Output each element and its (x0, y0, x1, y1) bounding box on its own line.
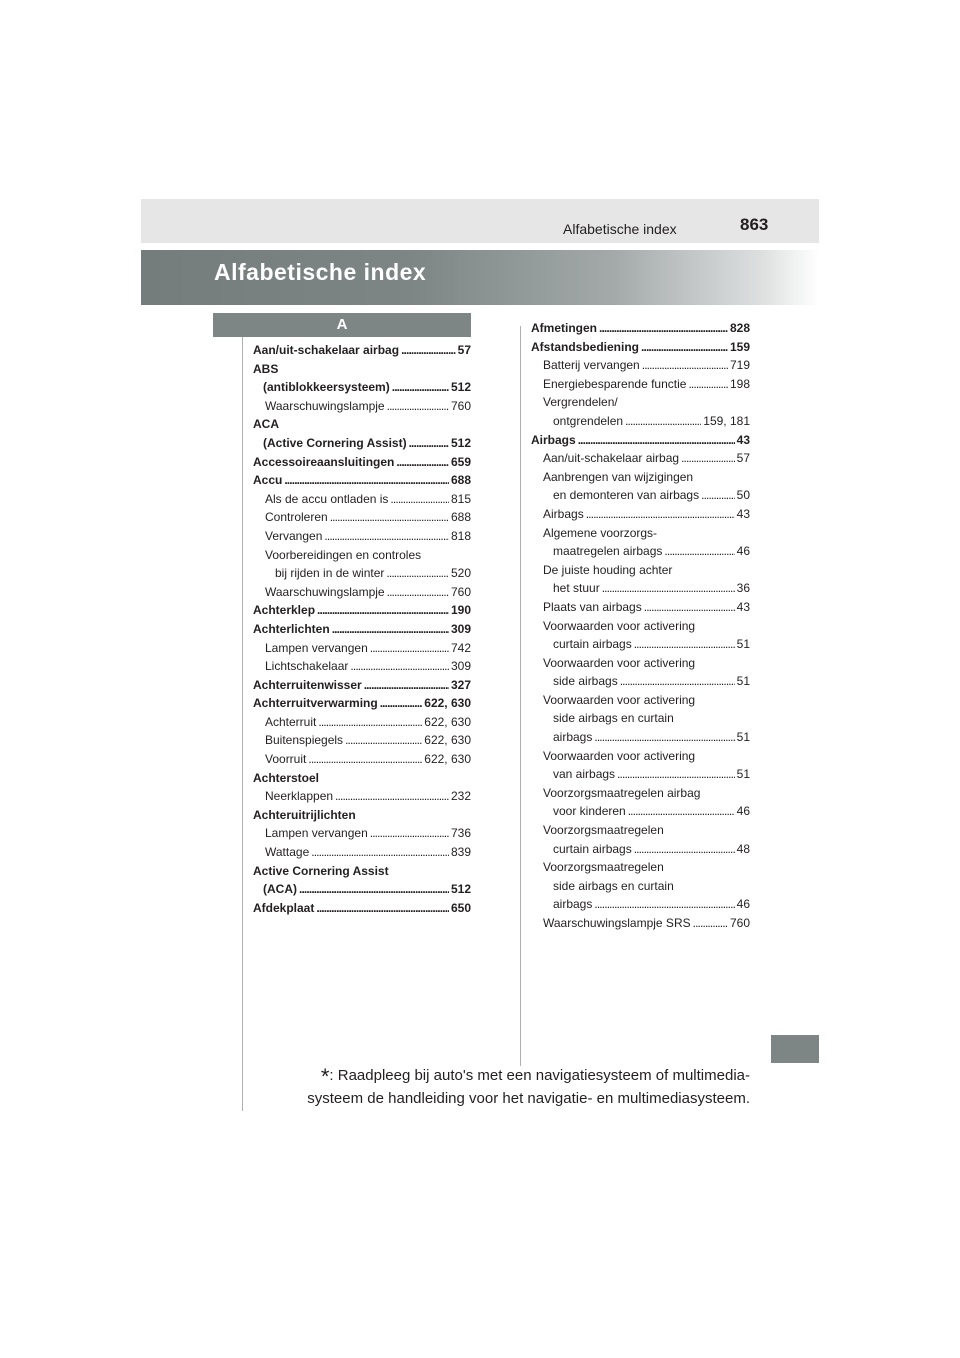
index-column-right (531, 319, 750, 933)
entry-term: voor kinderen (553, 804, 626, 819)
index-entry (253, 397, 471, 416)
dot-leader (586, 505, 735, 524)
entry-term: Accu (253, 473, 283, 488)
dot-leader (701, 486, 735, 505)
index-entry (253, 824, 471, 843)
entry-page-ref: 815 (450, 491, 471, 506)
index-entry: Active Cornering Assist (253, 863, 389, 878)
index-entry: Voorbereidingen en controles (265, 547, 422, 562)
index-entry (253, 657, 471, 676)
index-entry: ACA (253, 417, 279, 432)
entry-page-ref: 719 (729, 358, 750, 373)
dot-leader (634, 635, 735, 654)
entry-page-ref: 760 (729, 916, 750, 930)
index-entry: side airbags en curtain (553, 711, 674, 726)
entry-term: maatregelen airbags (553, 544, 663, 559)
entry-term: Achterruitenwisser (253, 677, 362, 692)
entry-page-ref: 520 (450, 566, 471, 581)
index-entry (253, 787, 471, 806)
index-entry: side airbags en curtain (553, 878, 674, 893)
dot-leader (386, 564, 449, 583)
index-entry (531, 728, 750, 747)
index-entry (531, 356, 750, 375)
dot-leader (681, 449, 735, 468)
index-entry (253, 639, 471, 658)
entry-page-ref: 309 (450, 659, 471, 674)
index-entry: Voorzorgsmaatregelen airbag (543, 785, 701, 800)
dot-leader (345, 731, 422, 750)
entry-page-ref: 839 (450, 845, 471, 860)
dot-leader (324, 527, 449, 546)
entry-page-ref: 327 (450, 677, 471, 692)
entry-page-ref: 46 (736, 544, 750, 559)
entry-page-ref: 650 (450, 900, 471, 915)
dot-leader (688, 375, 728, 394)
dot-leader (409, 434, 449, 453)
entry-term: Lampen vervangen (265, 640, 368, 655)
entry-page-ref: 159 (729, 339, 750, 354)
entry-term: Accessoireaansluitingen (253, 454, 395, 469)
entry-page-ref: 622, 630 (424, 714, 471, 729)
dot-leader (370, 639, 449, 658)
entry-page-ref: 736 (450, 826, 471, 841)
index-entry: Voorwaarden voor activering (543, 618, 696, 633)
dot-leader (578, 431, 735, 450)
entry-term: Energiebesparende functie (543, 376, 687, 391)
entry-term: Waarschuwingslampje (265, 584, 385, 599)
index-entry (253, 341, 471, 360)
index-entry (531, 486, 750, 505)
dot-leader (364, 676, 449, 695)
entry-page-ref: 760 (450, 584, 471, 599)
index-entry (531, 431, 750, 450)
index-entry (531, 914, 750, 933)
entry-page-ref: 46 (736, 804, 750, 819)
index-entry (253, 601, 471, 620)
index-column-left (253, 341, 471, 917)
entry-page-ref: 622, 630 (424, 696, 471, 711)
dot-leader (644, 598, 735, 617)
entry-page-ref: 512 (450, 882, 471, 897)
entry-page-ref: 51 (736, 674, 750, 689)
index-entry (531, 672, 750, 691)
index-entry (531, 635, 750, 654)
entry-term: Neerklappen (265, 789, 334, 804)
index-entry (253, 750, 471, 769)
entry-page-ref: 512 (450, 435, 471, 450)
index-entry (531, 579, 750, 598)
page-number: 863 (740, 215, 769, 234)
dot-leader (617, 765, 735, 784)
dot-leader (594, 895, 734, 914)
entry-term: side airbags (553, 674, 618, 689)
index-entry (253, 676, 471, 695)
dot-leader (332, 620, 449, 639)
entry-term: curtain airbags (553, 841, 632, 856)
index-entry (253, 490, 471, 509)
dot-leader (642, 356, 728, 375)
dot-leader (370, 824, 449, 843)
index-entry (531, 412, 750, 431)
dot-leader (401, 341, 456, 360)
index-entry (253, 564, 471, 583)
entry-term: en demonteren van airbags (553, 488, 700, 503)
index-entry (531, 765, 750, 784)
entry-page-ref: 57 (457, 343, 471, 357)
index-entry (253, 843, 471, 862)
index-entry (253, 694, 471, 713)
dot-leader (299, 880, 449, 899)
dot-leader (602, 579, 735, 598)
chapter-tab (771, 1035, 819, 1063)
index-entry (531, 542, 750, 561)
footnote-line-2: systeem de handleiding voor het navigatie- en multimediasysteem. (307, 1090, 750, 1107)
entry-page-ref: 190 (450, 603, 471, 618)
letter-heading: A (213, 313, 471, 337)
index-entry: Voorwaarden voor activering (543, 692, 696, 707)
header-strip (141, 199, 819, 243)
entry-page-ref: 48 (736, 841, 750, 856)
index-entry: Aanbrengen van wijzigingen (543, 469, 694, 484)
dot-leader (308, 750, 422, 769)
entry-term: ontgrendelen (553, 413, 624, 428)
index-entry (531, 598, 750, 617)
dot-leader (594, 728, 734, 747)
entry-page-ref: 57 (736, 451, 750, 466)
entry-page-ref: 43 (736, 599, 750, 614)
dot-leader (693, 914, 728, 933)
entry-term: Wattage (265, 845, 310, 860)
dot-leader (330, 508, 449, 527)
index-entry (253, 731, 471, 750)
entry-term: Vervangen (265, 528, 323, 543)
entry-term: Batterij vervangen (543, 358, 640, 373)
footnote (296, 1065, 750, 1110)
entry-page-ref: 51 (736, 730, 750, 745)
entry-term: Aan/uit-schakelaar airbag (543, 451, 680, 466)
entry-term: bij rijden in de winter (275, 566, 385, 581)
dot-leader (317, 601, 449, 620)
entry-term: Airbags (543, 506, 584, 521)
dot-leader (311, 843, 449, 862)
entry-page-ref: 760 (450, 398, 471, 413)
entry-page-ref: 818 (450, 528, 471, 543)
entry-page-ref: 828 (729, 321, 750, 335)
entry-page-ref: 43 (736, 506, 750, 521)
dot-leader (350, 657, 449, 676)
index-entry: Voorwaarden voor activering (543, 748, 696, 763)
index-entry (253, 378, 471, 397)
dot-leader (634, 840, 735, 859)
dot-leader (620, 672, 735, 691)
dot-leader (335, 787, 449, 806)
dot-leader (641, 338, 728, 357)
dot-leader (625, 412, 701, 431)
footnote-asterisk: * (320, 1064, 330, 1089)
index-entry (253, 434, 471, 453)
dot-leader (664, 542, 734, 561)
header-section-title: Alfabetische index (563, 221, 677, 237)
dot-leader (390, 490, 449, 509)
index-entry (531, 802, 750, 821)
index-entry (253, 583, 471, 602)
entry-term: Voorruit (265, 752, 307, 767)
index-entry: Algemene voorzorgs- (543, 525, 658, 540)
entry-term: Lichtschakelaar (265, 659, 349, 674)
entry-term: Achterruit (265, 714, 317, 729)
index-entry: Achterstoel (253, 770, 320, 785)
entry-term: Aan/uit-schakelaar airbag (253, 343, 400, 357)
entry-page-ref: 36 (736, 581, 750, 596)
index-entry (253, 899, 471, 918)
entry-term: Achterruitverwarming (253, 696, 378, 711)
index-entry (531, 338, 750, 357)
entry-page-ref: 232 (450, 789, 471, 804)
entry-term: Lampen vervangen (265, 826, 368, 841)
dot-leader (284, 471, 449, 490)
entry-term: Afdekplaat (253, 900, 315, 915)
entry-term: Achterklep (253, 603, 316, 618)
entry-term: Waarschuwingslampje SRS (543, 916, 691, 930)
entry-page-ref: 688 (450, 510, 471, 525)
dot-leader (599, 319, 728, 338)
entry-page-ref: 46 (736, 897, 750, 912)
index-entry: Voorwaarden voor activering (543, 655, 696, 670)
dot-leader (396, 453, 449, 472)
entry-term: Buitenspiegels (265, 733, 344, 748)
index-entry (253, 880, 471, 899)
dot-leader (380, 694, 423, 713)
entry-term: van airbags (553, 767, 616, 782)
footnote-line-1 (296, 1065, 750, 1088)
index-entry: Voorzorgsmaatregelen (543, 860, 664, 875)
entry-page-ref: 51 (736, 637, 750, 652)
entry-page-ref: 43 (736, 432, 750, 447)
page-title: Alfabetische index (214, 259, 427, 285)
entry-term: curtain airbags (553, 637, 632, 652)
entry-term: (antiblokkeersysteem) (263, 380, 390, 395)
entry-page-ref: 742 (450, 640, 471, 655)
index-entry (253, 508, 471, 527)
index-entry: De juiste houding achter (543, 562, 673, 577)
entry-term: airbags (553, 730, 593, 745)
entry-page-ref: 159, 181 (703, 413, 750, 428)
index-entry (531, 895, 750, 914)
entry-term: het stuur (553, 581, 600, 596)
entry-term: Als de accu ontladen is (265, 491, 389, 506)
index-entry (253, 713, 471, 732)
entry-term: Plaats van airbags (543, 599, 642, 614)
dot-leader (387, 583, 449, 602)
entry-term: Controleren (265, 510, 328, 525)
left-margin-rule (242, 326, 243, 1111)
dot-leader (318, 713, 422, 732)
entry-term: Waarschuwingslampje (265, 398, 385, 413)
index-entry: Voorzorgsmaatregelen (543, 823, 664, 838)
index-entry: Achteruitrijlichten (253, 807, 356, 822)
entry-page-ref: 688 (450, 473, 471, 488)
footnote-text-1: : Raadpleeg bij auto's met een navigatiesysteem of multimedia- (329, 1067, 750, 1084)
entry-page-ref: 309 (450, 621, 471, 636)
entry-page-ref: 622, 630 (424, 752, 471, 767)
dot-leader (387, 397, 449, 416)
dot-leader (628, 802, 735, 821)
index-entry (253, 620, 471, 639)
index-entry: ABS (253, 361, 279, 376)
index-entry: Vergrendelen/ (543, 395, 618, 410)
entry-page-ref: 51 (736, 767, 750, 782)
entry-term: Achterlichten (253, 621, 330, 636)
index-entry (531, 840, 750, 859)
entry-term: airbags (553, 897, 593, 912)
entry-page-ref: 659 (450, 454, 471, 469)
entry-term: Afstandsbediening (531, 339, 640, 354)
index-entry (531, 505, 750, 524)
column-divider (520, 326, 521, 1066)
entry-page-ref: 50 (736, 488, 750, 503)
index-entry (253, 453, 471, 472)
entry-term: (ACA) (263, 882, 297, 897)
index-entry (531, 319, 750, 338)
entry-term: Afmetingen (531, 321, 597, 335)
index-entry (253, 471, 471, 490)
index-entry (253, 527, 471, 546)
entry-page-ref: 512 (450, 380, 471, 395)
entry-page-ref: 198 (729, 376, 750, 391)
entry-term: Airbags (531, 432, 576, 447)
entry-term: (Active Cornering Assist) (263, 435, 407, 450)
index-entry (531, 449, 750, 468)
dot-leader (392, 378, 449, 397)
index-entry (531, 375, 750, 394)
entry-page-ref: 622, 630 (424, 733, 471, 748)
dot-leader (316, 899, 449, 918)
